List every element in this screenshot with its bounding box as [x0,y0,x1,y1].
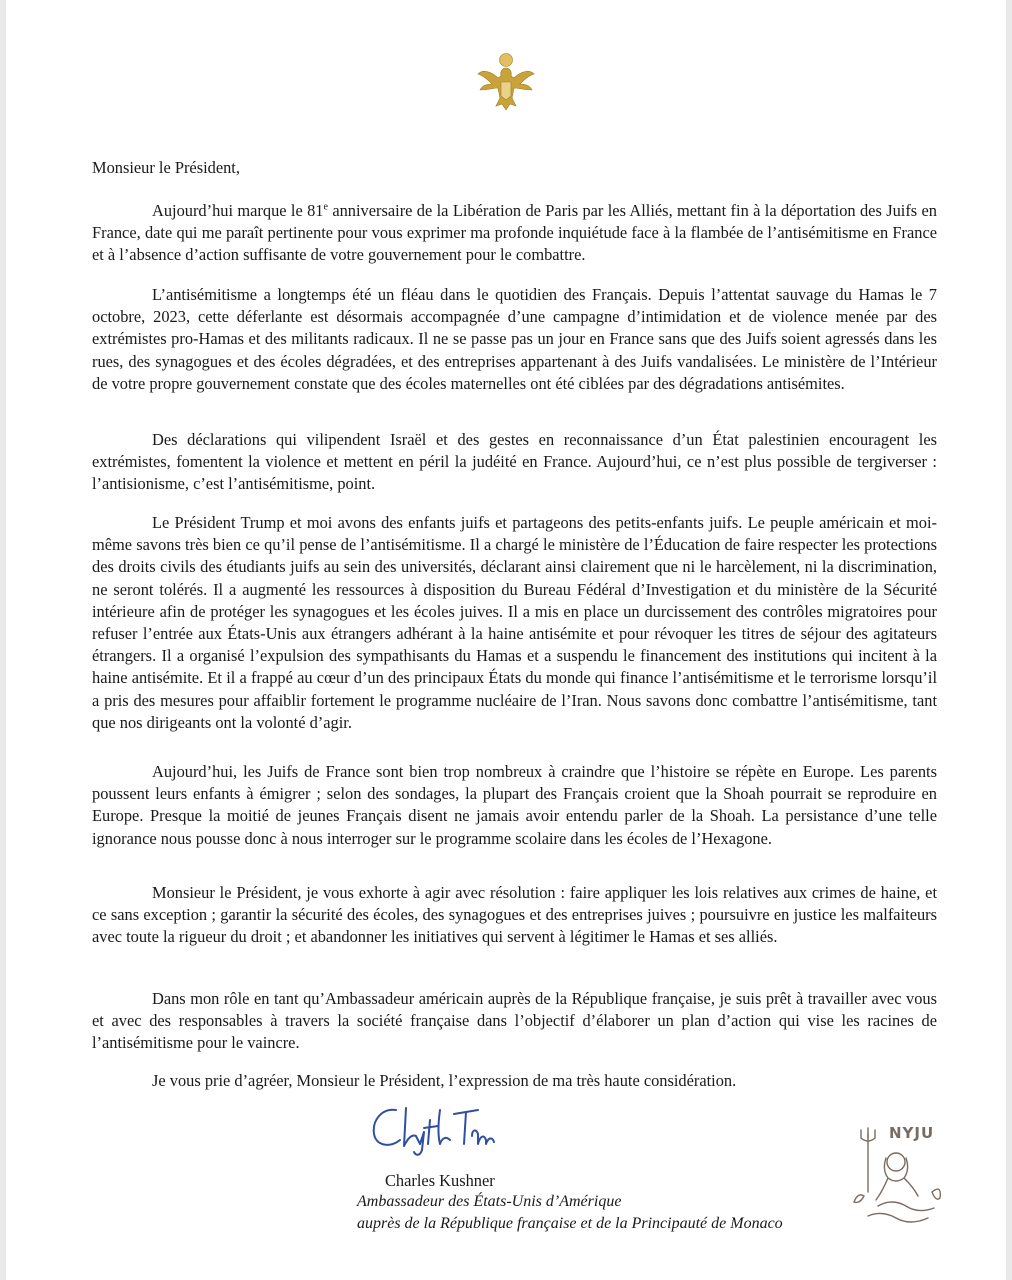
signatory-title: Ambassadeur des États-Unis d’Amérique [357,1193,622,1210]
letter-paragraph-7: Dans mon rôle en tant qu’Ambassadeur américain auprès de la République française, je suis prêt à travailler avec vous et avec des responsables à travers la société française dans l’objectif d’élaborer un plan d’action qui vise les racines de l’antisémitisme pour le vaincre. [92,989,937,1053]
frame-border-right [1006,0,1012,1280]
salutation: Monsieur le Président, [92,158,240,177]
handwritten-signature [368,1100,503,1160]
letter-paragraph-5: Aujourd’hui, les Juifs de France sont bien trop nombreux à craindre que l’histoire se répète en Europe. Les parents poussent leurs enfants à émigrer ; selon des sondages, la plupart des Français croient que la Shoah pourrait se reproduire en Europe. Presque la moitié de jeunes Français disent ne jamais avoir entendu parler de la Shoah. La persistance d’une telle ignorance nous pousse donc à nous interroger sur le programme scolaire dans les écoles de l’Hexagone. [92,762,937,848]
letter-paragraph-1 [92,200,937,267]
letter-paragraph-6: Monsieur le Président, je vous exhorte à agir avec résolution : faire appliquer les lois relatives aux crimes de haine, et ce sans exception ; garantir la sécurité des écoles, des synagogues et des entreprises juives ; poursuivre en justice les malfaiteurs avec toute la rigueur du droit ; et abandonner les initiatives qui servent à légitimer le Hamas et ses alliés. [92,883,937,947]
signatory-name: Charles Kushner [385,1171,495,1190]
letter-paragraph-4: Le Président Trump et moi avons des enfants juifs et partageons des petits-enfants juifs. Le peuple américain et moi-même savons très bien ce qu’il pense de l’antisémitisme. Il a chargé le ministère de l’Éducation de faire respecter les protections des droits civils des étudiants juifs au sein des universités, déclarant ainsi clairement que ni le harcèlement, ni la discrimination, ne seront tolérés. Il a augmenté les ressources à disposition du Bureau Fédéral d’Investigation et du ministère de la Sécurité intérieure afin de protéger les synagogues et les écoles juives. Il a mis en place un durcissement des contrôles migratoires pour refuser l’entrée aux États-Unis aux étrangers adhérant à la haine antisémite et pour révoquer les titres de séjour des agitateurs étrangers. Il a organisé l’expulsion des sympathisants du Hamas et a suspendu le financement des institutions qui incitent à la haine antisémite. Et il a frappé au cœur d’un des principaux États du monde qui finance l’antisémitisme et le terrorisme lorsqu’il a pris des mesures pour affaiblir fortement le programme nucléaire de l’Iran. Nous savons donc combattre l’antisémitisme, tant que nos dirigeants ont la volonté d’agir. [92,513,937,732]
letter-paragraph-3: Des déclarations qui vilipendent Israël et des gestes en reconnaissance d’un État palestinien encouragent les extrémistes, fomentent la violence et mettent en péril la judéité en France. Aujourd’hui, ce n’est plus possible de tergiverser : l’antisionisme, c’est l’antisémitisme, point. [92,430,937,494]
frame-border-left [0,0,6,1280]
signatory-title-continued: auprès de la République française et de la Principauté de Monaco [357,1215,783,1232]
closing-line: Je vous prie d’agréer, Monsieur le Président, l’expression de ma très haute considération. [152,1071,737,1090]
letter-paragraph-2: L’antisémitisme a longtemps été un fléau dans le quotidien des Français. Depuis l’attentat sauvage du Hamas le 7 octobre, 2023, cette déferlante est désormais accompagnée d’une campagne d’intimidation et de violence menée par des extrémistes pro-Hamas et des militants radicaux. Il ne se passe pas un jour en France sans que des Juifs soient agressés dans les rues, des synagogues et des écoles dégradées, et des entreprises appartenant à des Juifs vandalisées. Le ministère de l’Intérieur de votre propre gouvernement constate que des écoles maternelles ont été ciblées par des dégradations antisémites. [92,285,937,393]
paragraph-1-text-start: Aujourd’hui marque le 81 [152,201,324,220]
ordinal-superscript: e [323,201,328,213]
watermark-label: NYJU [889,1124,935,1142]
great-seal-icon [476,52,536,114]
paragraph-1-text-end: anniversaire de la Libération de Paris par les Alliés, mettant fin à la déportation des Juifs en France, date qui me paraît pertinente pour vous exprimer ma profonde inquiétude face à la flambée de l’antisémitisme en France et à l’absence d’action suffisante de votre gouvernement pour le combattre. [92,201,937,265]
